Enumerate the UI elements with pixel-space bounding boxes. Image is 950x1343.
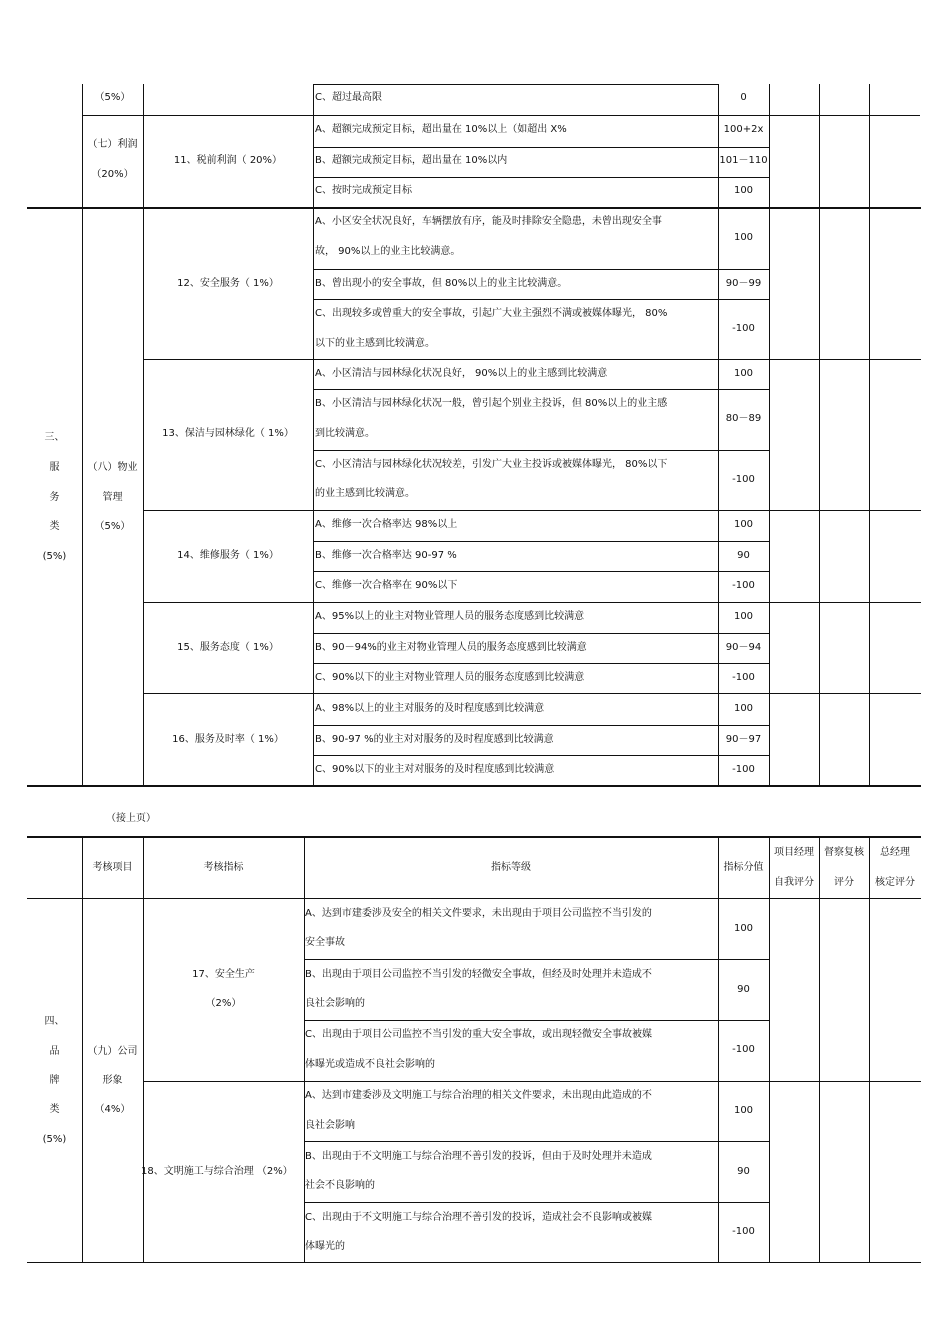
header-self-score-line1: 项目经理 — [774, 847, 814, 858]
score-17-c: -100 — [732, 1044, 755, 1055]
continued-note: （接上页） — [106, 813, 156, 824]
option-18-b-line1: B、出现由于不文明施工与综合治理不善引发的投诉，但由于及时处理并未造成 — [305, 1151, 652, 1162]
option-18-a-line2: 良社会影响 — [305, 1120, 355, 1131]
prev-option-c-score: 0 — [740, 92, 747, 103]
option-13-c-line2: 的业主感到比较满意。 — [315, 488, 415, 499]
option-18-b-line2: 社会不良影响的 — [305, 1180, 375, 1191]
option-12-c-line2: 以下的业主感到比较满意。 — [315, 338, 435, 349]
option-14-b: B、维修一次合格率达 90-97 % — [315, 550, 457, 561]
score-16-c: -100 — [732, 764, 755, 775]
option-13-a: A、小区清洁与园林绿化状况良好， 90%以上的业主感到比较满意 — [315, 368, 608, 379]
indicator-14: 14、维修服务（ 1%） — [177, 550, 279, 561]
section-4-weight: (5%) — [42, 1134, 67, 1145]
option-12-a-line1: A、小区安全状况良好，车辆摆放有序，能及时排除安全隐患，未曾出现安全事 — [315, 216, 662, 227]
category-9-name: 形象 — [102, 1075, 123, 1086]
option-17-c-line2: 体曝光或造成不良社会影响的 — [305, 1059, 435, 1070]
option-15-b: B、90－94%的业主对物业管理人员的服务态度感到比较满意 — [315, 642, 587, 653]
option-16-b: B、90-97 %的业主对对服务的及时程度感到比较满意 — [315, 734, 554, 745]
option-12-a-line2: 故， 90%以上的业主比较满意。 — [315, 246, 461, 257]
option-16-a: A、98%以上的业主对服务的及时程度感到比较满意 — [315, 703, 545, 714]
score-12-b: 90－99 — [725, 278, 762, 289]
header-review-score-line1: 督察复核 — [824, 847, 864, 858]
option-15-a: A、95%以上的业主对物业管理人员的服务态度感到比较满意 — [315, 611, 585, 622]
section-3-char-1: 服 — [49, 462, 60, 473]
indicator-16: 16、服务及时率（ 1%） — [172, 734, 284, 745]
header-project: 考核项目 — [92, 862, 133, 873]
score-18-b: 90 — [737, 1166, 750, 1177]
option-11-b: B、超额完成预定目标，超出量在 10%以内 — [315, 155, 508, 166]
header-self-score-line2: 自我评分 — [774, 877, 814, 888]
option-16-c: C、90%以下的业主对对服务的及时程度感到比较满意 — [315, 764, 555, 775]
score-16-a: 100 — [733, 703, 754, 714]
header-score: 指标分值 — [723, 862, 764, 873]
category-8-label: （八）物业 — [87, 462, 138, 473]
option-13-b-line1: B、小区清洁与园林绿化状况一般，曾引起个别业主投诉，但 80%以上的业主感 — [315, 398, 668, 409]
header-gm-score-line2: 核定评分 — [875, 877, 915, 888]
option-17-c-line1: C、出现由于项目公司监控不当引发的重大安全事故，或出现轻微安全事故被媒 — [305, 1029, 652, 1040]
score-12-c: -100 — [732, 323, 755, 334]
category-8-weight: （5%） — [94, 521, 131, 532]
indicator-18: 18、文明施工与综合治理 （2%） — [141, 1166, 293, 1177]
score-13-c: -100 — [732, 474, 755, 485]
section-4-char-1: 品 — [49, 1046, 60, 1057]
option-14-a: A、维修一次合格率达 98%以上 — [315, 519, 458, 530]
option-18-c-line1: C、出现由于不文明施工与综合治理不善引发的投诉，造成社会不良影响或被媒 — [305, 1212, 652, 1223]
section-3-char-2: 务 — [49, 492, 60, 503]
score-15-b: 90－94 — [725, 642, 762, 653]
option-13-b-line2: 到比较满意。 — [315, 428, 375, 439]
indicator-11: 11、税前利润（ 20%） — [173, 155, 283, 166]
option-17-a-line2: 安全事故 — [305, 937, 345, 948]
score-17-b: 90 — [737, 984, 750, 995]
category-9-label: （九）公司 — [87, 1046, 138, 1057]
category-9-weight: （4%） — [94, 1104, 131, 1115]
option-12-c-line1: C、出现较多或曾重大的安全事故，引起广大业主强烈不满或被媒体曝光， 80% — [315, 308, 668, 319]
option-11-c: C、按时完成预定目标 — [315, 185, 412, 196]
header-indicator: 考核指标 — [203, 862, 244, 873]
section-3-number: 三、 — [44, 432, 65, 443]
score-18-a: 100 — [733, 1105, 754, 1116]
score-11-b: 101－110 — [719, 155, 768, 166]
option-17-b-line1: B、出现由于项目公司监控不当引发的轻微安全事故，但经及时处理并未造成不 — [305, 969, 652, 980]
score-15-a: 100 — [733, 611, 754, 622]
score-15-c: -100 — [732, 672, 755, 683]
indicator-13: 13、保洁与园林绿化（ 1%） — [162, 428, 294, 439]
section-4-number: 四、 — [44, 1016, 65, 1027]
option-17-b-line2: 良社会影响的 — [305, 998, 365, 1009]
category-7-weight: （20%） — [91, 169, 134, 180]
option-17-a-line1: A、达到市建委涉及安全的相关文件要求，未出现由于项目公司监控不当引发的 — [305, 908, 652, 919]
section-4-char-3: 类 — [49, 1104, 60, 1115]
option-18-a-line1: A、达到市建委涉及文明施工与综合治理的相关文件要求，未出现由此造成的不 — [305, 1090, 652, 1101]
option-18-c-line2: 体曝光的 — [305, 1241, 345, 1252]
score-16-b: 90－97 — [725, 734, 762, 745]
score-14-c: -100 — [732, 580, 755, 591]
score-14-b: 90 — [737, 550, 750, 561]
prev-category-weight: （5%） — [94, 92, 131, 103]
option-11-a: A、超额完成预定目标，超出量在 10%以上（如超出 X% — [315, 124, 567, 135]
prev-option-c: C、超过最高限 — [315, 92, 382, 103]
option-12-b: B、曾出现小的安全事故，但 80%以上的业主比较满意。 — [315, 278, 568, 289]
score-13-b: 80－89 — [725, 413, 762, 424]
score-11-a: 100+2x — [723, 124, 764, 135]
indicator-15: 15、服务态度（ 1%） — [177, 642, 279, 653]
indicator-17-line1: 17、安全生产 — [192, 969, 255, 980]
score-14-a: 100 — [733, 519, 754, 530]
score-11-c: 100 — [733, 185, 754, 196]
header-grade: 指标等级 — [491, 862, 531, 873]
indicator-12: 12、安全服务（ 1%） — [177, 278, 279, 289]
category-7-label: （七）利润 — [87, 139, 138, 150]
option-15-c: C、90%以下的业主对物业管理人员的服务态度感到比较满意 — [315, 672, 585, 683]
indicator-17-line2: （2%） — [205, 998, 242, 1009]
option-13-c-line1: C、小区清洁与园林绿化状况较差，引发广大业主投诉或被媒体曝光， 80%以下 — [315, 459, 668, 470]
option-14-c: C、维修一次合格率在 90%以下 — [315, 580, 458, 591]
score-17-a: 100 — [733, 923, 754, 934]
score-13-a: 100 — [733, 368, 754, 379]
section-3-char-3: 类 — [49, 521, 60, 532]
category-8-name: 管理 — [102, 492, 123, 503]
score-12-a: 100 — [733, 232, 754, 243]
section-3-weight: (5%) — [42, 551, 67, 562]
score-18-c: -100 — [732, 1226, 755, 1237]
header-gm-score-line1: 总经理 — [880, 847, 910, 858]
header-review-score-line2: 评分 — [834, 877, 854, 888]
section-4-char-2: 牌 — [49, 1075, 60, 1086]
